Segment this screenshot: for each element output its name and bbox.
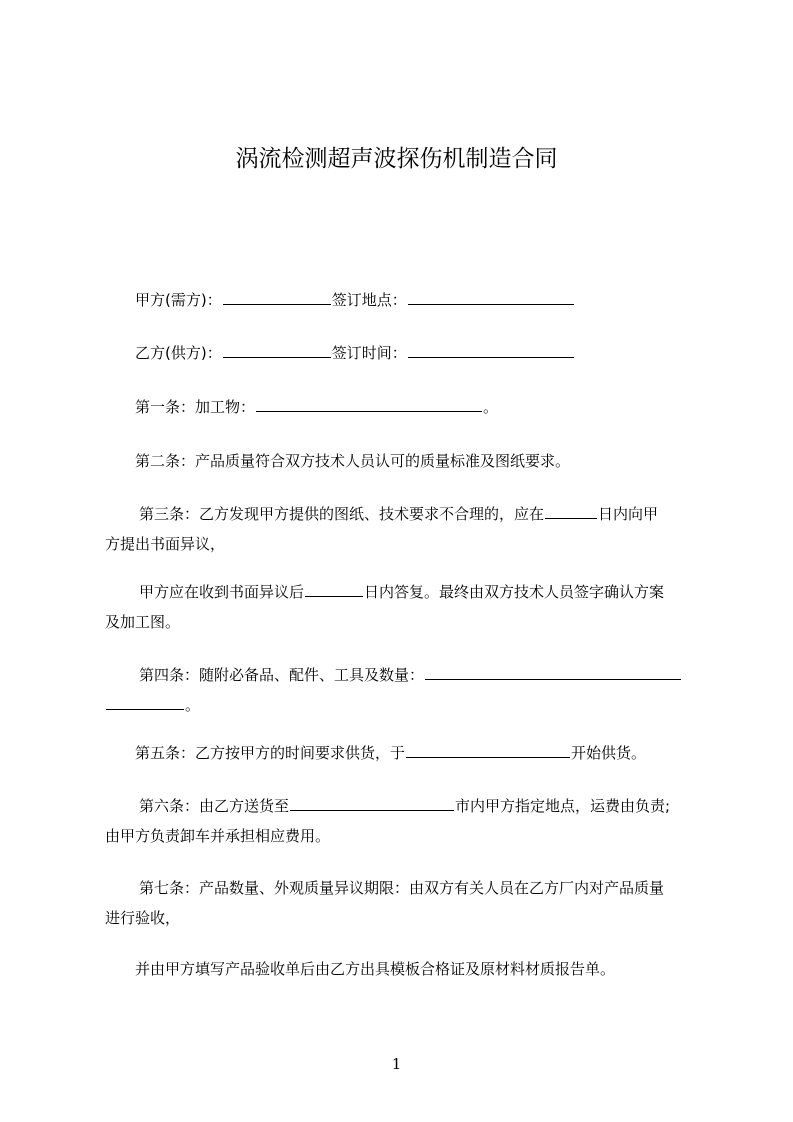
party-b-label: 乙方(供方)： — [135, 344, 222, 362]
party-b-blank[interactable] — [223, 343, 331, 358]
sign-time-label: 签订时间： — [331, 344, 407, 362]
page-number: 1 — [391, 1055, 402, 1073]
article-3b-part1: 甲方应在收到书面异议后 — [139, 583, 305, 601]
article-1-end: 。 — [483, 398, 499, 416]
article-3b-part2: 日内答复。最终由双方技术人员签字确认方案 — [364, 583, 665, 601]
article-5-part2: 开始供货。 — [571, 744, 647, 762]
article-3-line2: 方提出书面异议， — [105, 535, 226, 553]
article-5 — [105, 738, 735, 768]
party-b-line — [105, 338, 735, 368]
article-4-label: 第四条：随附必备品、配件、工具及数量： — [139, 666, 425, 684]
sign-place-blank[interactable] — [408, 290, 574, 305]
article-3b-blank[interactable] — [305, 582, 363, 597]
article-7 — [105, 873, 705, 933]
article-6-line2: 由甲方负责卸车并承担相应费用。 — [105, 827, 331, 845]
article-3b — [105, 577, 705, 637]
article-7-line2: 进行验收， — [105, 909, 181, 927]
article-6-part1: 第六条：由乙方送货至 — [139, 797, 290, 815]
article-4-blank[interactable] — [425, 665, 681, 680]
article-1-blank[interactable] — [256, 397, 482, 412]
document-title: 涡流检测超声波探伤机制造合同 — [235, 146, 558, 172]
party-a-line — [105, 285, 735, 315]
article-2 — [105, 446, 735, 476]
article-3b-line2: 及加工图。 — [105, 613, 181, 631]
article-6-part2: 市内甲方指定地点，运费由负责; — [455, 797, 671, 815]
article-6-blank[interactable] — [290, 796, 454, 811]
article-5-blank[interactable] — [406, 743, 570, 758]
article-3-blank[interactable] — [545, 504, 597, 519]
sign-place-label: 签订地点： — [331, 291, 407, 309]
party-a-blank[interactable] — [223, 290, 331, 305]
article-7b-text: 并由甲方填写产品验收单后由乙方出具模板合格证及原材料材质报告单。 — [135, 960, 616, 978]
article-4-blank-cont[interactable] — [106, 695, 184, 710]
article-2-text: 第二条：产品质量符合双方技术人员认可的质量标准及图纸要求。 — [135, 452, 571, 470]
article-1 — [105, 392, 735, 422]
article-1-label: 第一条：加工物： — [135, 398, 256, 416]
article-7-line1: 第七条：产品数量、外观质量异议期限：由双方有关人员在乙方厂内对产品质量 — [139, 879, 665, 897]
article-3-part1: 第三条：乙方发现甲方提供的图纸、技术要求不合理的，应在 — [139, 505, 545, 523]
article-6 — [105, 791, 705, 851]
article-7b — [105, 954, 735, 984]
article-3 — [105, 499, 705, 559]
sign-time-blank[interactable] — [408, 343, 574, 358]
party-a-label: 甲方(需方)： — [135, 291, 222, 309]
article-3-part2: 日内向甲 — [598, 505, 659, 523]
article-4 — [105, 660, 705, 720]
article-5-part1: 第五条：乙方按甲方的时间要求供货，于 — [135, 744, 406, 762]
article-4-end: 。 — [185, 696, 201, 714]
